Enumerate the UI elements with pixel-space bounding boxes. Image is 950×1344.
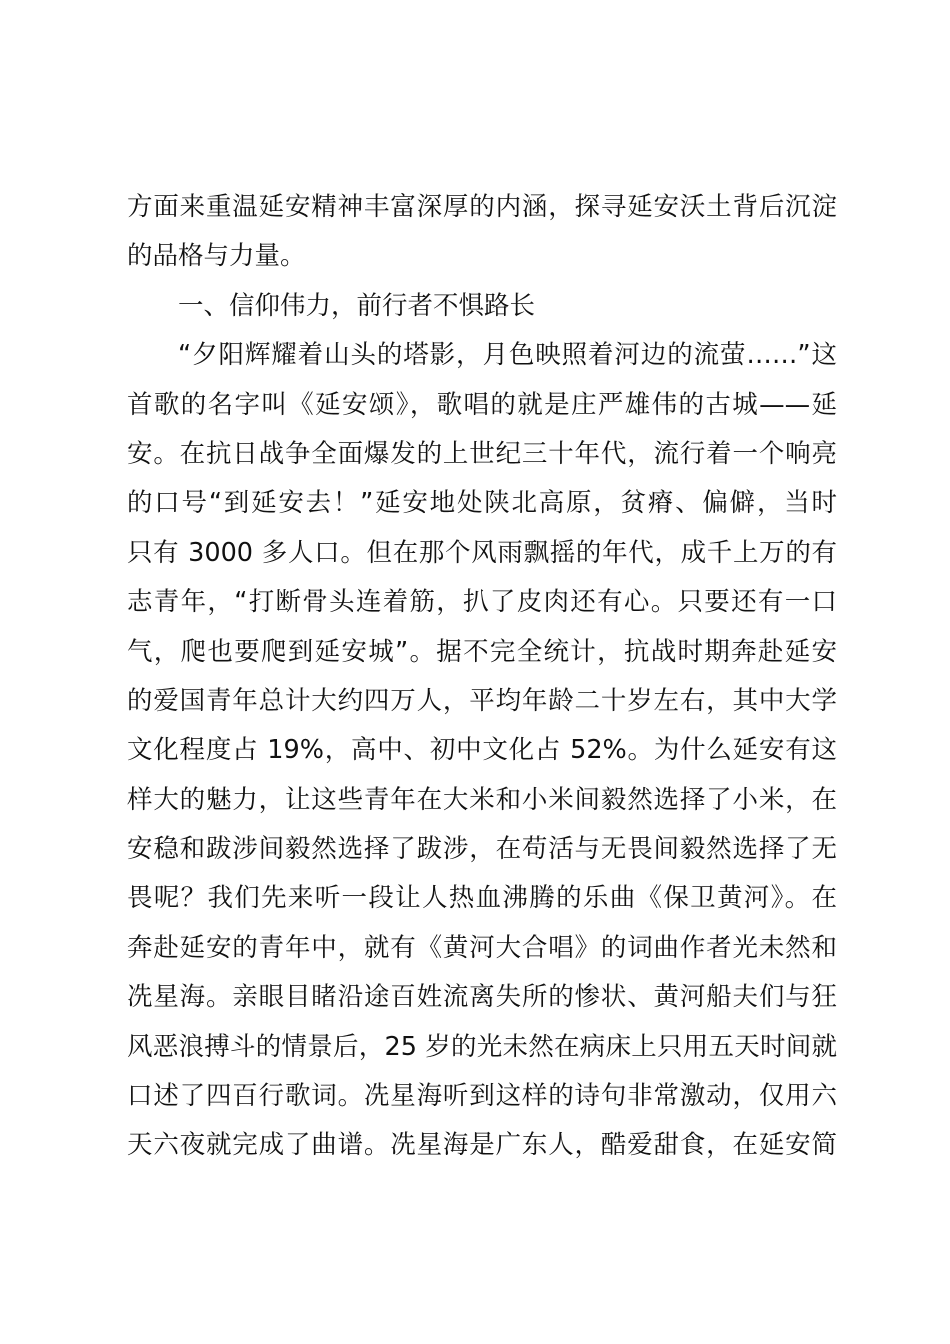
paragraph-line: 风恶浪搏斗的情景后，25 岁的光未然在病床上只用五天时间就 — [127, 1031, 837, 1062]
paragraph-line: 畏呢？我们先来听一段让人热血沸腾的乐曲《保卫黄河》。在 — [127, 883, 837, 914]
intro-line: 的品格与力量。 — [127, 241, 306, 272]
document-body — [127, 183, 837, 1171]
paragraph-line: 口述了四百行歌词。冼星海听到这样的诗句非常激动，仅用六 — [127, 1081, 837, 1112]
paragraph-line: 气，爬也要爬到延安城”。据不完全统计，抗战时期奔赴延安 — [127, 636, 837, 667]
paragraph-line: 安稳和跋涉间毅然选择了跋涉，在苟活与无畏间毅然选择了无 — [127, 834, 837, 865]
paragraph-line: 的爱国青年总计大约四万人，平均年龄二十岁左右，其中大学 — [127, 685, 837, 716]
section-heading: 一、信仰伟力，前行者不惧路长 — [178, 290, 536, 321]
intro-line: 方面来重温延安精神丰富深厚的内涵，探寻延安沃土背后沉淀 — [127, 192, 837, 222]
paragraph-line: 文化程度占 19%，高中、初中文化占 52%。为什么延安有这 — [127, 735, 837, 766]
paragraph-line: 首歌的名字叫《延安颂》，歌唱的就是庄严雄伟的古城——延 — [127, 389, 837, 420]
paragraph-line: 奔赴延安的青年中，就有《黄河大合唱》的词曲作者光未然和 — [127, 932, 837, 963]
paragraph-line: 安。在抗日战争全面爆发的上世纪三十年代，流行着一个响亮 — [127, 438, 837, 469]
paragraph-line: 冼星海。亲眼目睹沿途百姓流离失所的惨状、黄河船夫们与狂 — [127, 982, 837, 1013]
paragraph-line: 只有 3000 多人口。但在那个风雨飘摇的年代，成千上万的有 — [127, 537, 837, 568]
paragraph-line: 志青年，“打断骨头连着筋，扒了皮肉还有心。只要还有一口 — [127, 587, 837, 618]
paragraph-line: 的口号“到延安去！”延安地处陕北高原，贫瘠、偏僻，当时 — [127, 488, 837, 519]
paragraph-line: 天六夜就完成了曲谱。冼星海是广东人，酷爱甜食，在延安简 — [127, 1130, 837, 1161]
paragraph-line: 样大的魅力，让这些青年在大米和小米间毅然选择了小米，在 — [127, 784, 837, 815]
paragraph-line: “夕阳辉耀着山头的塔影，月色映照着河边的流萤……”这 — [178, 340, 837, 371]
